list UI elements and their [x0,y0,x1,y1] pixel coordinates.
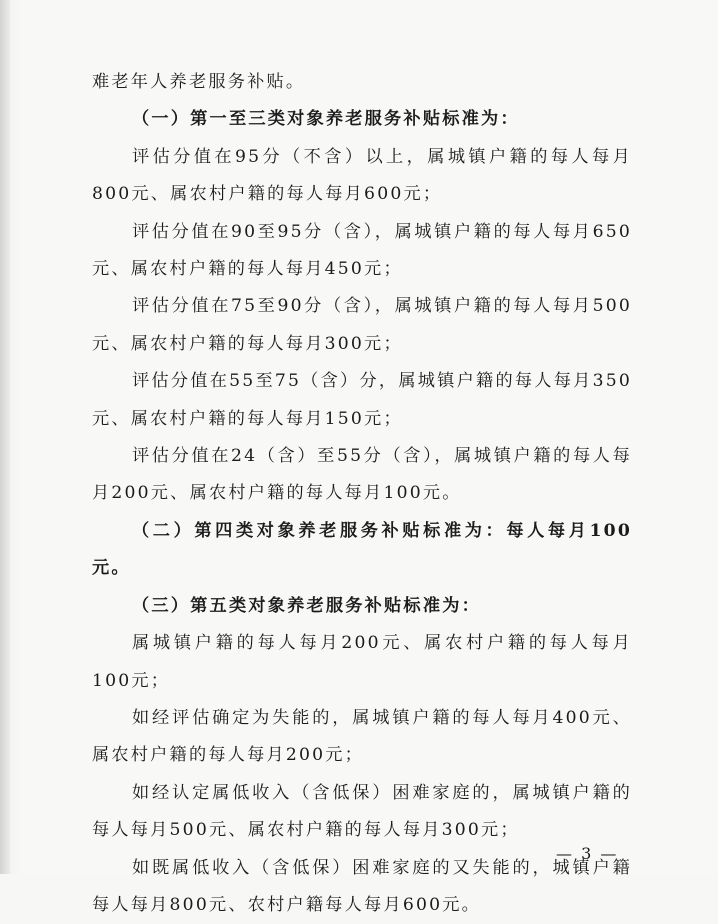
paragraph-1: 难老年人养老服务补贴。 [92,72,306,92]
paragraph-3: 评估分值在95分（不含）以上，属城镇户籍的每人每月800元、属农村户籍的每人每月600元； [92,146,632,205]
paragraph-5: 评估分值在75至90分（含），属城镇户籍的每人每月500元、属农村户籍的每人每月300元； [92,296,632,354]
section-heading-1: （一）第一至三类对象养老服务补贴标准为： [132,109,520,130]
paragraph-4: 评估分值在90至95分（含），属城镇户籍的每人每月650元、属农村户籍的每人每月450元； [92,221,632,280]
page-binding-edge [0,0,10,874]
section-heading-3: （三）第五类对象养老服务补贴标准为： [132,595,481,616]
section-heading-2: （二）第四类对象养老服务补贴标准为：每人每月100元。 [92,520,632,579]
paragraph-12: 如经认定属低收入（含低保）困难家庭的，属城镇户籍的每人每月500元、属农村户籍的每人每月300元； [92,782,632,841]
paragraph-7: 评估分值在24（含）至55分（含），属城镇户籍的每人每月200元、属农村户籍的每人每月100元。 [92,446,632,504]
paragraph-13: 如既属低收入（含低保）困难家庭的又失能的，城镇户籍每人每月800元、农村户籍每人每月600元。 [92,857,632,915]
paragraph-6: 评估分值在55至75（含）分，属城镇户籍的每人每月350元、属农村户籍的每人每月150元； [92,371,632,429]
page-number: — 3 — [556,844,619,863]
paragraph-10: 属城镇户籍的每人每月200元、属农村户籍的每人每月100元； [92,633,632,691]
paragraph-11: 如经评估确定为失能的，属城镇户籍的每人每月400元、属农村户籍的每人每月200元； [92,707,632,766]
document-body [92,64,632,924]
